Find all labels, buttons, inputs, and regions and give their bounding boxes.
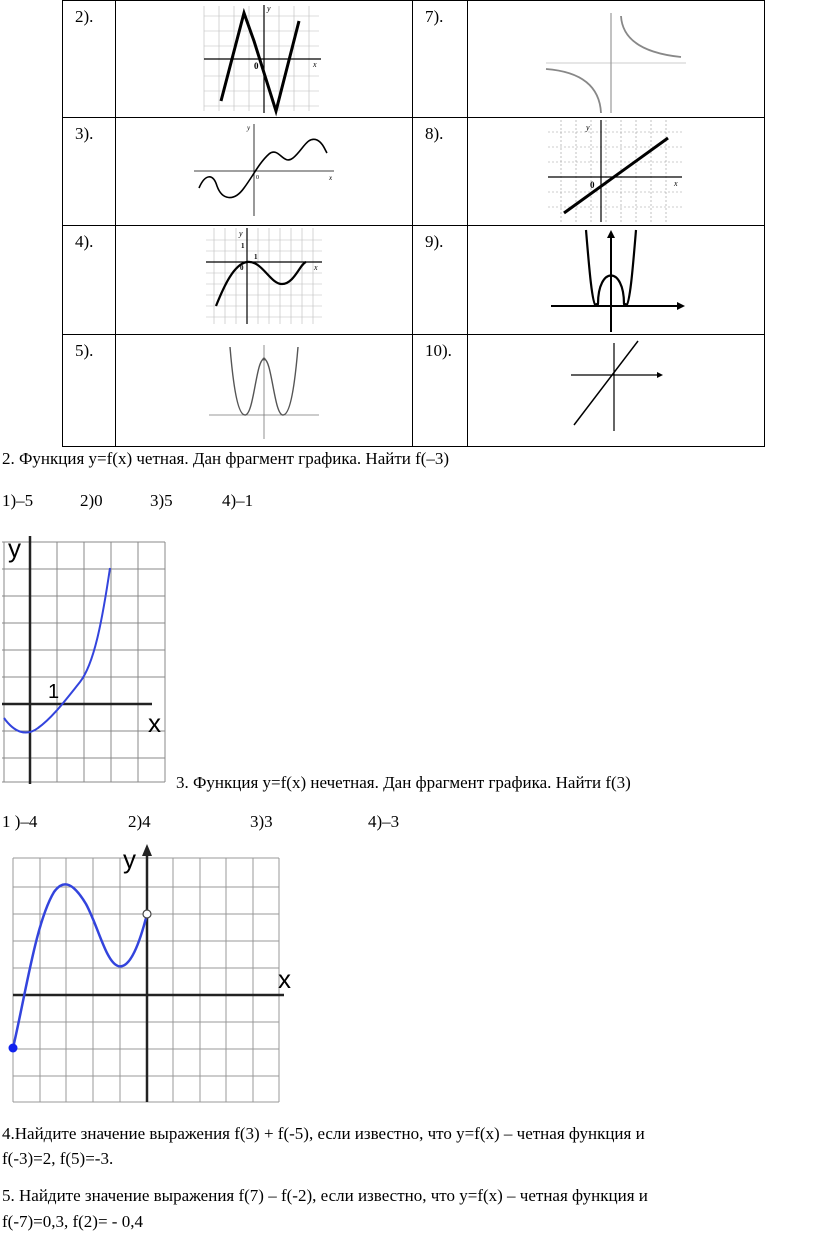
graph-cell xyxy=(468,118,765,226)
task5-line2: f(-7)=0,3, f(2)= - 0,4 xyxy=(2,1212,143,1231)
answer-option: 4)–1 xyxy=(222,491,254,510)
task2-text: 2. Функция y=f(x) четная. Дан фрагмент графика. Найти f(–3) xyxy=(2,449,450,468)
y-axis-label: y xyxy=(267,4,271,13)
row-label: 10). xyxy=(413,335,468,447)
task3-graph xyxy=(6,842,301,1104)
row-label: 3). xyxy=(63,118,116,226)
graph-cell xyxy=(116,1,413,118)
graph-cell xyxy=(468,226,765,335)
graph-cell xyxy=(116,226,413,335)
graph-cell xyxy=(116,335,413,447)
y-axis-label: y xyxy=(247,124,251,132)
answer-option: 2)4 xyxy=(128,812,151,831)
answer-option: 3)5 xyxy=(150,491,173,510)
task3-text: 3. Функция y=f(x) нечетная. Дан фрагмент графика. Найти f(3) xyxy=(176,773,631,792)
x-axis-label: x xyxy=(148,708,161,738)
row-label: 4). xyxy=(63,226,116,335)
wave-graph xyxy=(204,226,324,326)
task4-line2: f(-3)=2, f(5)=-3. xyxy=(2,1149,114,1168)
sine-like-graph xyxy=(189,118,339,218)
x-axis-label: x xyxy=(329,174,333,182)
y-axis-label: y xyxy=(586,123,590,132)
answer-option: 2)0 xyxy=(80,491,103,510)
answer-option: 3)3 xyxy=(250,812,273,831)
linear-graph xyxy=(546,118,686,224)
task2-answers xyxy=(2,491,253,511)
row-label: 5). xyxy=(63,335,116,447)
origin-label: 0 xyxy=(254,61,259,71)
task5-line1: 5. Найдите значение выражения f(7) – f(-2), если известно, что y=f(x) – четная функция и xyxy=(2,1186,648,1205)
answer-option: 1 )–4 xyxy=(2,812,38,831)
closed-endpoint xyxy=(9,1044,18,1053)
answer-option: 4)–3 xyxy=(368,812,400,831)
graph-cell xyxy=(116,118,413,226)
hyperbola-graph xyxy=(541,1,691,117)
answer-option: 1)–5 xyxy=(2,491,34,510)
x-axis-label: x xyxy=(314,263,318,272)
row-label: 2). xyxy=(63,1,116,118)
graphs-table xyxy=(62,0,765,447)
y-axis-label: y xyxy=(8,533,21,563)
w-shape-graph xyxy=(546,226,686,334)
task4-line1: 4.Найдите значение выражения f(3) + f(-5), если известно, что y=f(x) – четная функция и xyxy=(2,1124,645,1143)
row-label: 8). xyxy=(413,118,468,226)
unit-label: 1 xyxy=(48,681,60,703)
x-axis-label: x xyxy=(278,964,291,994)
y-axis-label: y xyxy=(123,844,136,874)
diagonal-line-graph xyxy=(556,335,676,435)
origin-label: 0 xyxy=(256,175,259,181)
open-endpoint xyxy=(143,910,151,918)
origin-label: 0 xyxy=(240,264,244,272)
x-axis-label: x xyxy=(313,60,317,69)
unit-label-x: 1 xyxy=(254,253,258,261)
x-axis-label: x xyxy=(674,179,678,188)
graph-cell xyxy=(468,1,765,118)
y-axis-label: y xyxy=(239,229,243,238)
zigzag-graph xyxy=(199,1,329,117)
graph-cell xyxy=(468,335,765,447)
origin-label: 0 xyxy=(590,180,595,190)
row-label: 9). xyxy=(413,226,468,335)
row-label: 7). xyxy=(413,1,468,118)
task2-graph xyxy=(2,532,172,787)
unit-label-y: 1 xyxy=(241,242,245,250)
even-quartic-graph xyxy=(204,335,324,441)
task3-answers xyxy=(2,812,399,832)
